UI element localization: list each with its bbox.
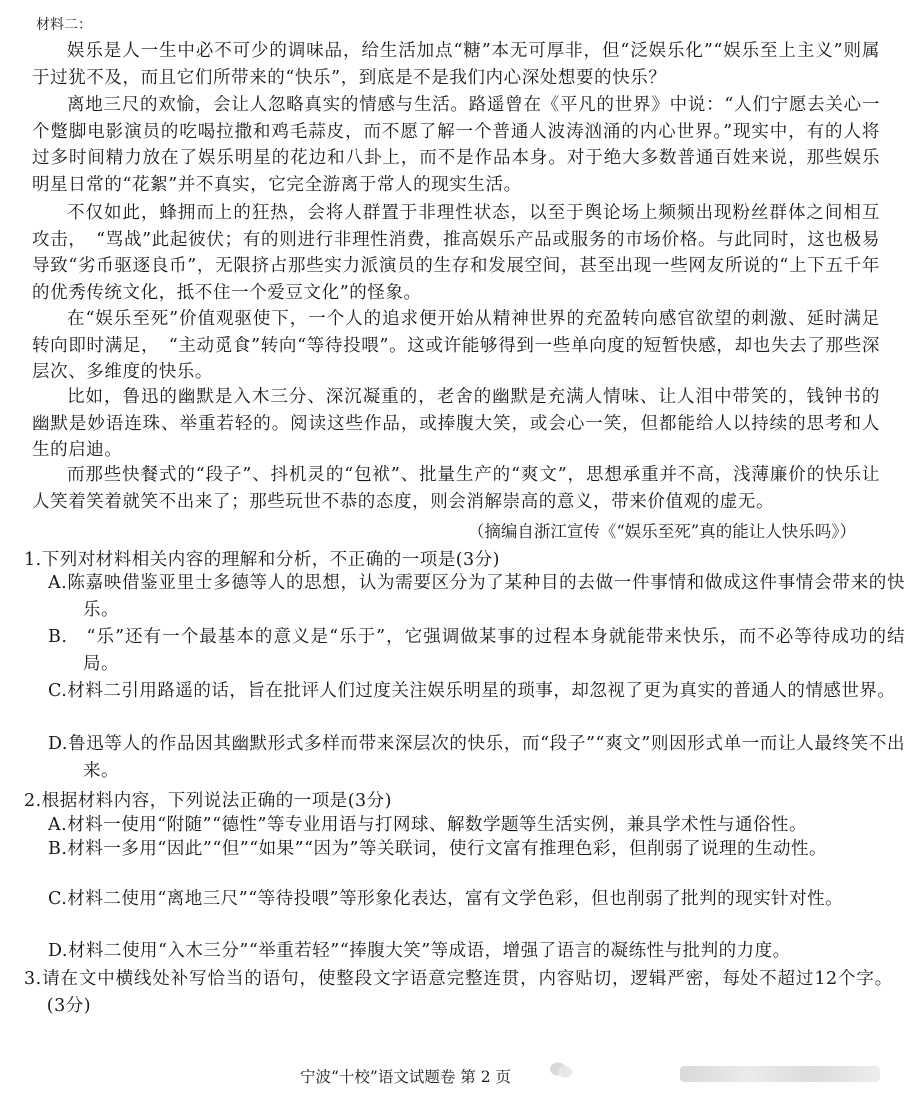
page-footer: 宁波“十校”语文试题卷 第 2 页 <box>300 1068 511 1086</box>
question-3: 3.请在文中横线处补写恰当的语句，使整段文字语意完整连贯，内容贴切，逻辑严密，每处不超过12个字。(3分) <box>24 969 893 1016</box>
q2-option-d: D.材料二使用“入木三分”“举重若轻”“捧腹大笑”等成语，增强了语言的凝练性与批判的力度。 <box>48 941 791 961</box>
q1-option-d: D.鲁迅等人的作品因其幽默形式多样而带来深层次的快乐，而“段子”“爽文”则因形式单一而让人最终笑不出来。 <box>48 734 905 781</box>
paragraph-6: 而那些快餐式的“段子”、抖机灵的“包袱”、批量生产的“爽文”，思想承重并不高，浅薄廉价的快乐让人笑着笑着就笑不出来了；那些玩世不恭的态度，则会消解崇高的意义，带来价值观的虚无。 <box>32 465 880 512</box>
blurred-watermark-text <box>680 1066 880 1082</box>
paragraph-1: 娱乐是人一生中必不可少的调味品，给生活加点“糖”本无可厚非，但“泛娱乐化”“娱乐至上主义”则属于过犹不及，而且它们所带来的“快乐”，到底是不是我们内心深处想要的快乐？ <box>32 41 880 88</box>
wechat-watermark-icon <box>548 1060 574 1080</box>
paragraph-5: 比如，鲁迅的幽默是入木三分、深沉凝重的，老舍的幽默是充满人情味、让人泪中带笑的，钱钟书的幽默是妙语连珠、举重若轻的。阅读这些作品，或捧腹大笑，或会心一笑，但都能给人以持续的思考和人生的启迪。 <box>32 387 880 460</box>
question-1-stem: 1.下列对材料相关内容的理解和分析，不正确的一项是(3分) <box>24 550 500 570</box>
source-citation: （摘编自浙江宣传《“娱乐至死”真的能让人快乐吗》） <box>467 522 856 541</box>
q1-option-a: A.陈嘉映借鉴亚里士多德等人的思想，认为需要区分为了某种目的去做一件事情和做成这件事情会带来的快乐。 <box>48 573 905 620</box>
q1-option-c: C.材料二引用路遥的话，旨在批评人们过度关注娱乐明星的琐事，却忽视了更为真实的普通人的情感世界。 <box>48 681 896 701</box>
question-2-stem: 2.根据材料内容，下列说法正确的一项是(3分) <box>24 791 392 811</box>
material-heading: 材料二： <box>36 17 92 33</box>
q1-option-b: B. “乐”还有一个最基本的意义是“乐于”，它强调做某事的过程本身就能带来快乐，而不必等待成功的结局。 <box>48 627 905 674</box>
paragraph-3: 不仅如此，蜂拥而上的狂热，会将人群置于非理性状态，以至于舆论场上频频出现粉丝群体之间相互攻击， “骂战”此起彼伏；有的则进行非理性消费，推高娱乐产品或服务的市场价格。与此同时，这也极易导致“劣币驱逐良币”，无限挤占那些实力派演员的生存和发展空间，甚至出现一些网友所说的“上下五千年的优秀传统文化，抵不住一个爱豆文化”的怪象。 <box>32 203 880 303</box>
paragraph-4: 在“娱乐至死”价值观驱使下，一个人的追求便开始从精神世界的充盈转向感官欲望的刺激、延时满足转向即时满足， “主动觅食”转向“等待投喂”。这或许能够得到一些单向度的短暂快感，却也失去了那些深层次、多维度的快乐。 <box>32 309 880 382</box>
q2-option-a: A.材料一使用“附随”“德性”等专业用语与打网球、解数学题等生活实例，兼具学术性与通俗性。 <box>48 815 807 835</box>
paragraph-2: 离地三尺的欢愉，会让人忽略真实的情感与生活。路遥曾在《平凡的世界》中说：“人们宁愿去关心一个蹩脚电影演员的吃喝拉撒和鸡毛蒜皮，而不愿了解一个普通人波涛汹涌的内心世界。”现实中，有的人将过多时间精力放在了娱乐明星的花边和八卦上，而不是作品本身。对于绝大多数普通百姓来说，那些娱乐明星日常的“花絮”并不真实，它完全游离于常人的现实生活。 <box>32 95 880 195</box>
q2-option-b: B.材料一多用“因此”“但”“如果”“因为”等关联词，使行文富有推理色彩，但削弱了说理的生动性。 <box>48 839 827 859</box>
q2-option-c: C.材料二使用“离地三尺”“等待投喂”等形象化表达，富有文学色彩，但也削弱了批判的现实针对性。 <box>48 889 844 909</box>
